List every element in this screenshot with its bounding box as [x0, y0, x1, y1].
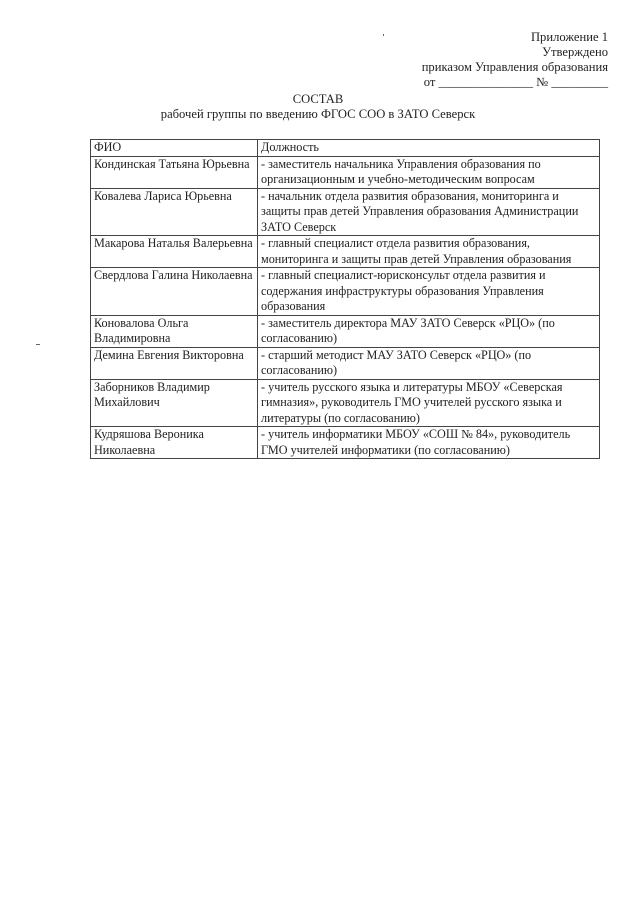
table-row — [91, 156, 600, 188]
member-position: - заместитель начальника Управления образования по организационным и учебно-методическим вопросам — [258, 156, 600, 188]
member-name: Ковалева Лариса Юрьевна — [91, 188, 258, 236]
column-header-position: Должность — [258, 140, 600, 157]
table-row — [91, 427, 600, 459]
scan-speck — [36, 344, 40, 345]
table-row — [91, 268, 600, 316]
member-position: - заместитель директора МАУ ЗАТО Северск «РЦО» (по согласованию) — [258, 315, 600, 347]
document-title: СОСТАВ — [292, 92, 344, 106]
member-name: Коновалова Ольга Владимировна — [91, 315, 258, 347]
member-position: - учитель русского языка и литературы МБОУ «Северская гимназия», руководитель ГМО учителей русского языка и литературы (по согласованию) — [258, 379, 600, 427]
members-table — [90, 139, 600, 459]
table-row — [91, 379, 600, 427]
member-position: - главный специалист-юрисконсульт отдела развития и содержания инфраструктуры образования Управления образования — [258, 268, 600, 316]
column-header-name: ФИО — [91, 140, 258, 157]
member-name: Кондинская Татьяна Юрьевна — [91, 156, 258, 188]
member-name: Свердлова Галина Николаевна — [91, 268, 258, 316]
date-number-line: от _______________ № _________ — [423, 75, 608, 89]
table-row — [91, 188, 600, 236]
scan-speck — [383, 34, 384, 36]
member-name: Демина Евгения Викторовна — [91, 347, 258, 379]
table-row — [91, 236, 600, 268]
table-header-row — [91, 140, 600, 157]
appendix-label: Приложение 1 — [530, 30, 608, 44]
approved-label: Утверждено — [542, 45, 608, 59]
member-position: - главный специалист отдела развития образования, мониторинга и защиты прав детей Управления образования — [258, 236, 600, 268]
member-name: Заборников Владимир Михайлович — [91, 379, 258, 427]
approval-block — [422, 30, 608, 90]
order-label: приказом Управления образования — [421, 60, 608, 74]
member-name: Макарова Наталья Валерьевна — [91, 236, 258, 268]
document-subtitle: рабочей группы по введению ФГОС СОО в ЗАТО Северск — [160, 107, 476, 121]
member-position: - старший методист МАУ ЗАТО Северск «РЦО» (по согласованию) — [258, 347, 600, 379]
member-name: Кудряшова Вероника Николаевна — [91, 427, 258, 459]
table-row — [91, 347, 600, 379]
member-position: - учитель информатики МБОУ «СОШ № 84», руководитель ГМО учителей информатики (по согласованию) — [258, 427, 600, 459]
table-row — [91, 315, 600, 347]
member-position: - начальник отдела развития образования, мониторинга и защиты прав детей Управления образования Администрации ЗАТО Северск — [258, 188, 600, 236]
